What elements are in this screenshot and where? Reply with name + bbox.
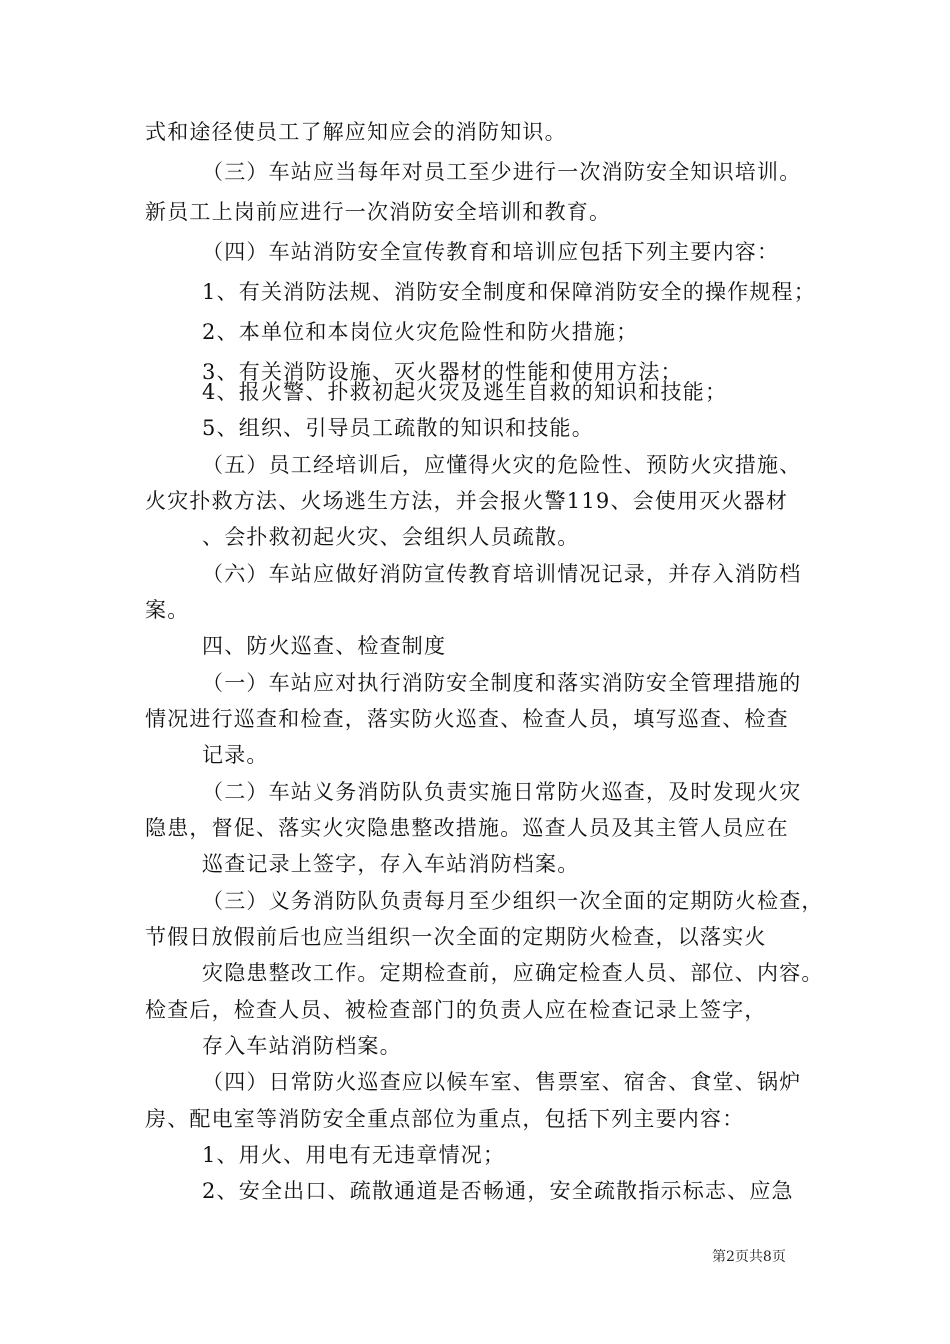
text-line: 1、有关消防法规、消防安全制度和保障消防安全的操作规程； xyxy=(202,280,816,304)
text-line: 案。 xyxy=(145,598,190,622)
text-line: （一）车站应对执行消防安全制度和落实消防安全管理措施的 xyxy=(202,671,802,695)
text-line: （四）日常防火巡查应以候车室、售票室、宿舍、食堂、锅炉 xyxy=(202,1070,802,1094)
text-line: 2、本单位和本岗位火灾危险性和防火措施； xyxy=(202,320,639,344)
text-line: 2、安全出口、疏散通道是否畅通，安全疏散指示标志、应急 xyxy=(202,1179,794,1203)
text-line: （三）车站应当每年对员工至少进行一次消防安全知识培训。 xyxy=(202,160,802,184)
section-heading: 四、防火巡查、检查制度 xyxy=(202,634,447,658)
text-line: 房、配电室等消防安全重点部位为重点，包括下列主要内容： xyxy=(145,1107,745,1131)
text-line: 3、有关消防设施、灭火器材的性能和使用方法； xyxy=(202,360,683,384)
text-line: 记录。 xyxy=(202,743,269,767)
text-line: 节假日放假前后也应当组织一次全面的定期防火检查，以落实火 xyxy=(145,925,767,949)
text-line: 式和途径使员工了解应知应会的消防知识。 xyxy=(145,120,567,144)
text-line: （四）车站消防安全宣传教育和培训应包括下列主要内容： xyxy=(202,240,780,264)
text-line: （三）义务消防队负责每月至少组织一次全面的定期防火检查， xyxy=(202,889,824,913)
text-line: （五）员工经培训后，应懂得火灾的危险性、预防火灾措施、 xyxy=(202,453,802,477)
text-line: 1、用火、用电有无违章情况； xyxy=(202,1143,506,1167)
text-line: 新员工上岗前应进行一次消防安全培训和教育。 xyxy=(145,200,612,224)
text-line: 检查后，检查人员、被检查部门的负责人应在检查记录上签字， xyxy=(145,998,767,1022)
text-line: 5、组织、引导员工疏散的知识和技能。 xyxy=(202,416,594,440)
text-line: （六）车站应做好消防宣传教育培训情况记录，并存入消防档 xyxy=(202,562,802,586)
text-line: （二）车站义务消防队负责实施日常防火巡查，及时发现火灾 xyxy=(202,780,802,804)
text-line: 火灾扑救方法、火场逃生方法，并会报火警119、会使用灭火器材 xyxy=(145,489,789,513)
text-line: 、会扑救初起火灾、会组织人员疏散。 xyxy=(202,525,580,549)
text-line: 4、报火警、扑救初起火灾及逃生自救的知识和技能； xyxy=(202,380,728,404)
text-line: 存入车站消防档案。 xyxy=(202,1034,402,1058)
text-line: 灾隐患整改工作。定期检查前，应确定检查人员、部位、内容。 xyxy=(202,961,824,985)
page-number: 第2页共8页 xyxy=(712,1249,786,1265)
text-line: 情况进行巡查和检查，落实防火巡查、检查人员，填写巡查、检查 xyxy=(145,707,789,731)
text-line: 隐患，督促、落实火灾隐患整改措施。巡查人员及其主管人员应在 xyxy=(145,816,789,840)
text-line: 巡查记录上签字，存入车站消防档案。 xyxy=(202,852,580,876)
